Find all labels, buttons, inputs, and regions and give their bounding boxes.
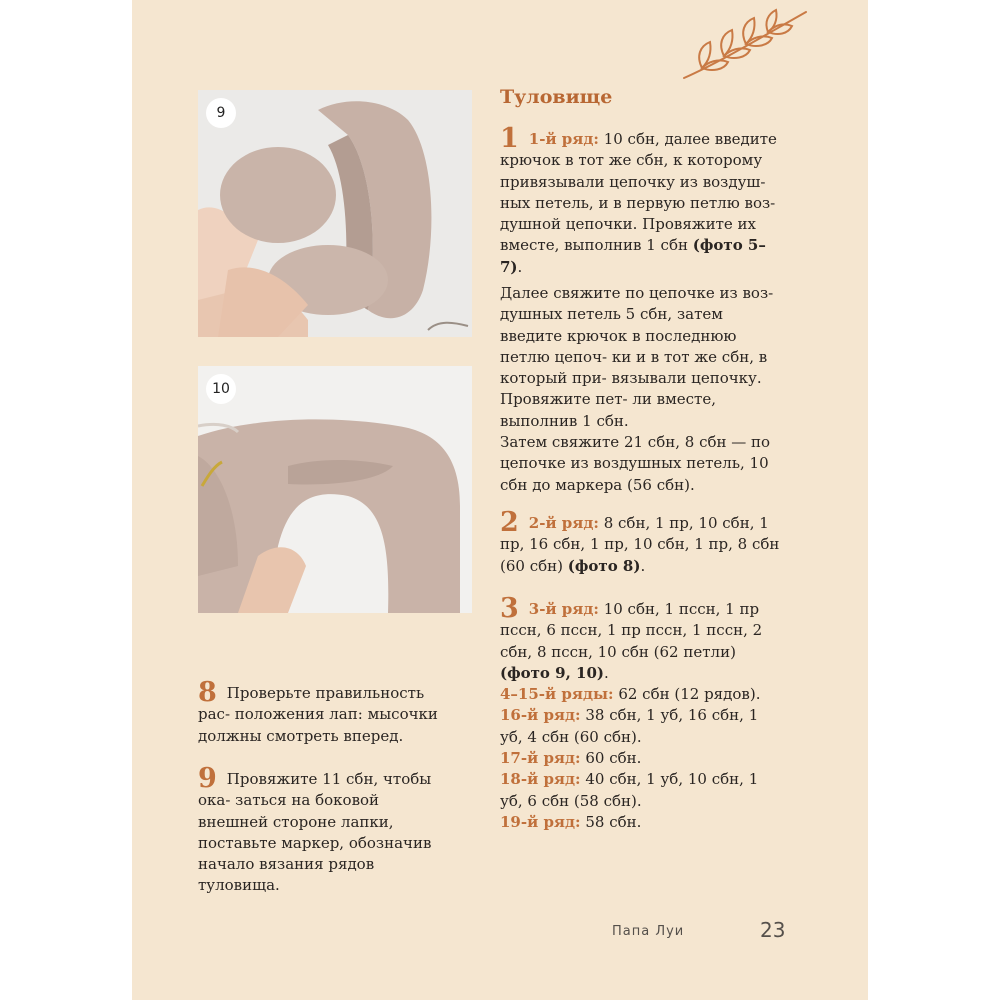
photo-reference: (фото 9, 10): [500, 663, 605, 682]
row-label: 17-й ряд:: [500, 749, 581, 768]
photo-10: [198, 366, 472, 613]
leaf-ornament-icon: [680, 6, 810, 82]
paragraph-3: [500, 432, 780, 496]
row-text: 8 сбн, 1 пр, 10 сбн, 1 пр, 16 сбн, 1 пр, 10 сбн, 1 пр, 8 сбн (60 сбн): [500, 514, 780, 575]
row-end: .: [517, 257, 523, 276]
step-text: Провяжите 11 сбн, чтобы ока- заться на боковой внешней стороне лапки, поставьте маркер, обозначив начало вязания рядов туловища.: [198, 770, 432, 895]
book-page: [132, 0, 868, 1000]
step-number: 9: [198, 763, 217, 794]
row-number: 1: [500, 123, 519, 154]
page-number: 23: [760, 918, 786, 942]
step-number: 8: [198, 677, 217, 708]
step-8: [198, 677, 450, 747]
row-text: 40 сбн, 1 уб, 10 сбн, 1 уб, 6 сбн (58 сбн).: [500, 770, 759, 810]
section-heading: Туловище: [500, 86, 613, 108]
row-label: 2-й ряд:: [528, 514, 599, 532]
photo-reference: (фото 8): [567, 556, 641, 575]
row-label: 1-й ряд:: [528, 130, 599, 148]
row-label: 3-й ряд:: [528, 600, 599, 618]
paragraph-2: [500, 283, 780, 432]
row-3-paragraph: [500, 593, 780, 833]
row-label: 16-й ряд:: [500, 706, 581, 725]
row-number: 3: [500, 593, 519, 624]
step-text: Проверьте правильность рас- положения лап: мысочки должны смотреть вперед.: [198, 684, 438, 745]
row-end: .: [640, 556, 646, 575]
paragraph-text: Затем свяжите 21 сбн, 8 сбн — по цепочке из воздушных петель, 10 сбн до маркера (56 сбн).: [500, 433, 771, 494]
row-end: .: [604, 663, 609, 682]
row-text: 62 сбн (12 рядов).: [618, 685, 761, 704]
row-label: 19-й ряд:: [500, 812, 581, 831]
row-text: 58 сбн.: [585, 812, 642, 831]
row-1-paragraph: [500, 123, 780, 278]
footer-title: Папа Луи: [612, 924, 685, 939]
row-text: 10 сбн, 1 пссн, 1 пр пссн, 6 пссн, 1 пр пссн, 1 пссн, 2 сбн, 8 пссн, 10 сбн (62 петли): [500, 600, 763, 661]
photo-number: 9: [206, 98, 236, 128]
step-9: [198, 763, 450, 897]
row-label: 4–15-й ряды:: [500, 685, 614, 704]
row-number: 2: [500, 507, 519, 538]
row-text: 10 сбн, далее введите крючок в тот же сбн, к которому привязывали цепочку из воздуш- ных петель, и в первую петлю воз- душной цепочки. Провяжите их вместе, выполнив 1 сбн: [500, 130, 777, 255]
photo-reference: (фото 5–7): [500, 236, 766, 276]
row-text: 38 сбн, 1 уб, 16 сбн, 1 уб, 4 сбн (60 сбн).: [500, 706, 759, 746]
photo-9: [198, 90, 472, 337]
row-label: 18-й ряд:: [500, 770, 581, 789]
row-2-paragraph: [500, 507, 780, 577]
row-text: 60 сбн.: [585, 749, 642, 768]
photo-number: 10: [206, 374, 236, 404]
paragraph-text: Далее свяжите по цепочке из воз- душных петель 5 сбн, затем введите крючок в последнюю петлю цепоч- ки и в тот же сбн, в который при- вязывали цепочку. Провяжите пет- ли вместе, выполнив 1 сбн.: [500, 284, 774, 430]
